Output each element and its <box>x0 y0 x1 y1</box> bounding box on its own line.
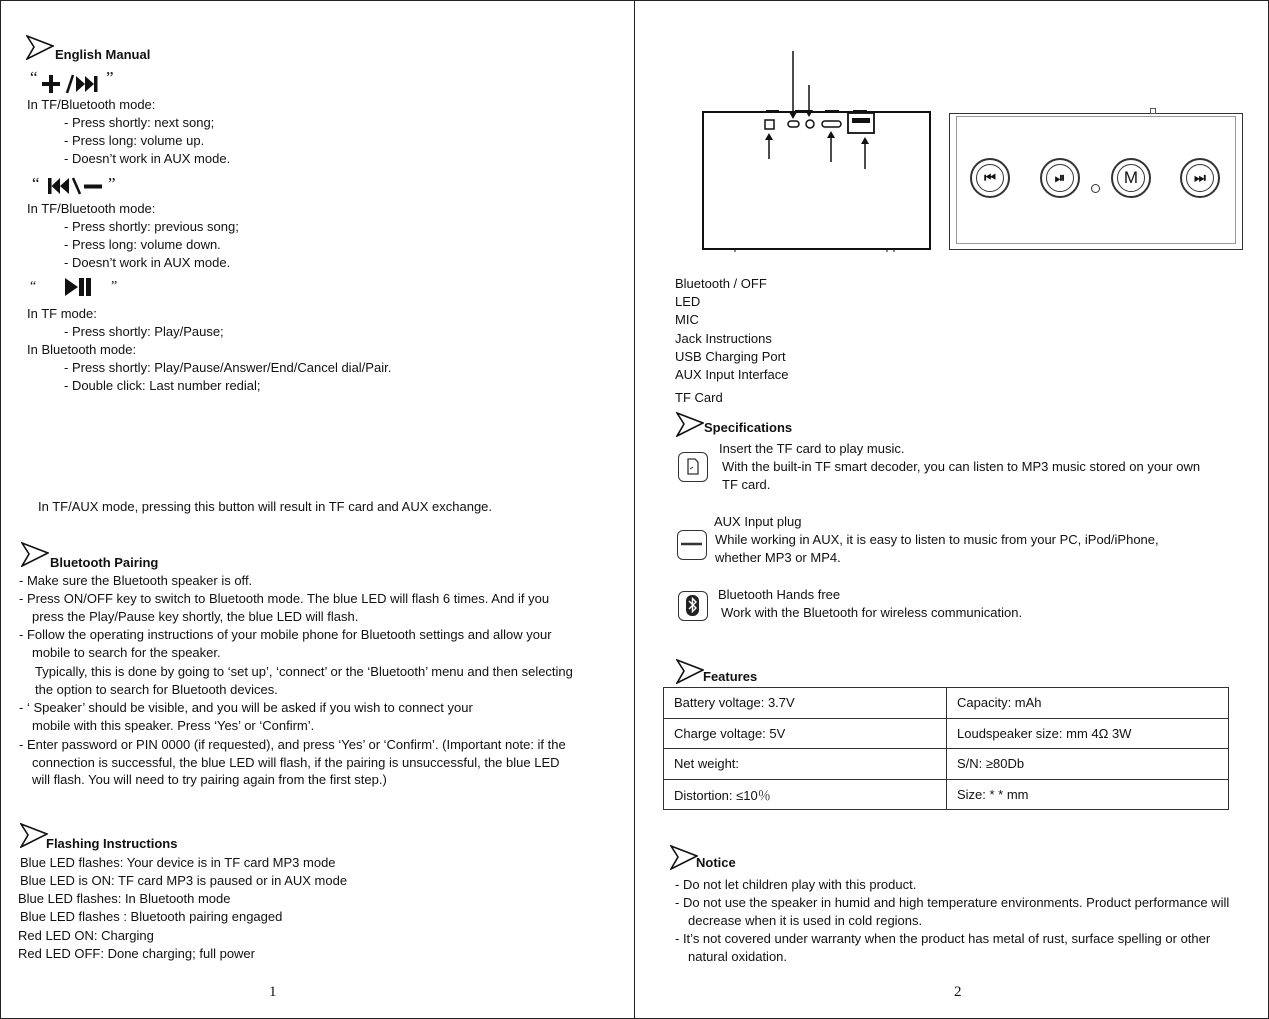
play-pause-icon <box>64 277 94 297</box>
table-row <box>664 749 1229 780</box>
plus-next-icon <box>41 73 101 95</box>
pairing-line: will flash. You will need to try pairing again from the first step.) <box>32 772 387 787</box>
list-item: - Doesn’t work in AUX mode. <box>64 151 231 166</box>
volume-down-knob <box>970 158 1010 198</box>
pairing-line: the option to search for Bluetooth devices. <box>35 682 278 697</box>
pairing-line: - Press ON/OFF key to switch to Bluetooth mode. The blue LED will flash 6 times. And if you <box>19 591 550 606</box>
notice-line: - It’s not covered under warranty when the product has metal of rust, surface spelling or other <box>675 931 1211 946</box>
flash-line: Blue LED is ON: TF card MP3 is paused or in AUX mode <box>20 873 348 888</box>
notice-line: decrease when it is used in cold regions. <box>688 913 923 928</box>
plus-next-icon: ⏭ <box>1186 164 1214 192</box>
flash-line: Blue LED flashes : Bluetooth pairing engaged <box>20 909 283 924</box>
prev-minus-icon: ⏮ <box>976 164 1004 192</box>
pointer-arrow-icon <box>676 658 704 684</box>
table-cell: Capacity: mAh <box>947 688 1229 719</box>
port-label: AUX Input Interface <box>675 367 789 382</box>
list-item: - Doesn’t work in AUX mode. <box>64 255 231 270</box>
tf-mode-label: In TF mode: <box>27 306 97 321</box>
front-panel-tab <box>1150 108 1156 114</box>
bt-desc: Work with the Bluetooth for wireless communication. <box>721 605 1023 620</box>
tf-desc-line: With the built-in TF smart decoder, you can listen to MP3 music stored on your own <box>722 459 1201 474</box>
tf-desc-line: TF card. <box>722 477 771 492</box>
features-table <box>663 687 1229 810</box>
list-item: - Press shortly: Play/Pause/Answer/End/Cancel dial/Pair. <box>64 360 392 375</box>
table-row <box>664 688 1229 719</box>
prev-mode-label: In TF/Bluetooth mode: <box>27 201 156 216</box>
page-number: 1 <box>269 984 277 1000</box>
pointer-arrow-icon <box>670 844 698 870</box>
pairing-line: connection is successful, the blue LED will flash, if the pairing is unsuccessful, the blue LED <box>32 755 560 770</box>
tf-title: Insert the TF card to play music. <box>719 441 905 456</box>
list-item: - Press shortly: previous song; <box>64 219 239 234</box>
volume-up-knob <box>1180 158 1220 198</box>
heading-notice: Notice <box>696 855 736 870</box>
pointer-arrow-icon <box>21 541 49 567</box>
port-label: USB Charging Port <box>675 349 786 364</box>
prev-minus-icon <box>47 176 105 196</box>
quote-open: “ <box>30 279 37 294</box>
port-label: LED <box>675 294 701 309</box>
flash-line: Red LED OFF: Done charging; full power <box>18 946 255 961</box>
table-row <box>664 779 1229 810</box>
list-item: - Press long: volume up. <box>64 133 205 148</box>
mode-m-label: M <box>1117 164 1145 192</box>
table-row <box>664 718 1229 749</box>
table-cell: Distortion: ≤10％ <box>664 779 947 810</box>
pointer-arrow-icon <box>20 822 48 848</box>
pairing-line: - ‘ Speaker’ should be visible, and you will be asked if you wish to connect your <box>19 700 473 715</box>
bluetooth-icon <box>678 591 708 621</box>
table-cell: Size: * * mm <box>947 779 1229 810</box>
table-cell: Charge voltage: 5V <box>664 718 947 749</box>
notice-line: natural oxidation. <box>688 949 788 964</box>
led-indicator <box>1091 184 1100 193</box>
quote-close: ” <box>108 174 116 193</box>
tf-card-icon <box>678 452 708 482</box>
pairing-line: - Follow the operating instructions of your mobile phone for Bluetooth settings and allow your <box>19 627 552 642</box>
table-cell: Battery voltage: 3.7V <box>664 688 947 719</box>
heading-flashing-instructions: Flashing Instructions <box>46 836 178 851</box>
page-2 <box>634 0 1269 1019</box>
port-label: Jack Instructions <box>675 331 772 346</box>
play-pause-knob <box>1040 158 1080 198</box>
speaker-front-panel <box>949 113 1243 250</box>
table-cell: Loudspeaker size: mm 4Ω 3W <box>947 718 1229 749</box>
table-cell: Net weight: <box>664 749 947 780</box>
flash-line: Blue LED flashes: In Bluetooth mode <box>18 891 231 906</box>
port-label: Bluetooth / OFF <box>675 276 767 291</box>
notice-line: - Do not use the speaker in humid and high temperature environments. Product performance will <box>675 895 1230 910</box>
list-item: - Press long: volume down. <box>64 237 221 252</box>
pairing-line: Typically, this is done by going to ‘set up’, ‘connect’ or the ‘Bluetooth’ menu and then selecting <box>35 664 573 679</box>
pointer-arrow-icon <box>26 34 54 60</box>
aux-desc-line: While working in AUX, it is easy to listen to music from your PC, iPod/iPhone, <box>715 532 1159 547</box>
page-number: 2 <box>954 984 962 1000</box>
heading-bluetooth-pairing: Bluetooth Pairing <box>50 555 159 570</box>
aux-title: AUX Input plug <box>714 514 802 529</box>
tf-aux-note: In TF/AUX mode, pressing this button will result in TF card and AUX exchange. <box>38 499 493 514</box>
pairing-line: mobile with this speaker. Press ‘Yes’ or ‘Confirm’. <box>32 718 315 733</box>
mode-knob <box>1111 158 1151 198</box>
table-cell: S/N: ≥80Db <box>947 749 1229 780</box>
port-label: MIC <box>675 312 699 327</box>
list-item: - Press shortly: next song; <box>64 115 215 130</box>
port-label: TF Card <box>675 390 723 405</box>
flash-line: Blue LED flashes: Your device is in TF card MP3 mode <box>20 855 336 870</box>
list-item: - Double click: Last number redial; <box>64 378 261 393</box>
notice-line: - Do not let children play with this product. <box>675 877 917 892</box>
heading-english-manual: English Manual <box>55 47 151 62</box>
aux-desc-line: whether MP3 or MP4. <box>715 550 841 565</box>
pairing-line: - Enter password or PIN 0000 (if requested), and press ‘Yes’ or ‘Confirm’. (Important note: if the <box>19 737 566 752</box>
next-mode-label: In TF/Bluetooth mode: <box>27 97 156 112</box>
quote-close: ” <box>111 279 118 294</box>
pairing-line: - Make sure the Bluetooth speaker is off. <box>19 573 253 588</box>
pointer-arrow-icon <box>676 411 704 437</box>
bt-title: Bluetooth Hands free <box>718 587 841 602</box>
quote-close: ” <box>106 68 114 87</box>
play-pause-icon: ⏯ <box>1046 164 1074 192</box>
pairing-line: mobile to search for the speaker. <box>32 645 221 660</box>
bt-mode-label: In Bluetooth mode: <box>27 342 137 357</box>
quote-open: “ <box>30 68 38 87</box>
heading-specifications: Specifications <box>704 420 793 435</box>
flash-line: Red LED ON: Charging <box>18 928 154 943</box>
aux-plug-icon <box>677 530 707 560</box>
heading-features: Features <box>703 669 758 684</box>
quote-open: “ <box>32 174 40 193</box>
pairing-line: press the Play/Pause key shortly, the blue LED will flash. <box>32 609 359 624</box>
list-item: - Press shortly: Play/Pause; <box>64 324 224 339</box>
